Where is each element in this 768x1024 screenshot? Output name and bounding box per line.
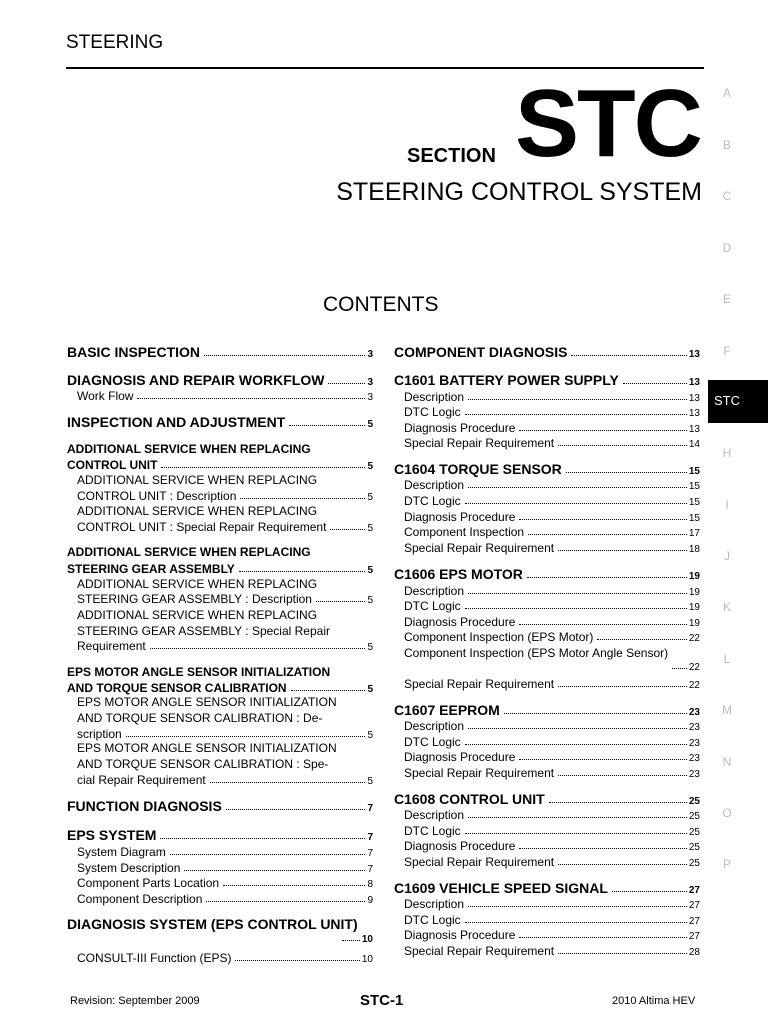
toc-entry-page: 13 — [688, 393, 700, 404]
toc-entry[interactable]: ADDITIONAL SERVICE WHEN REPLACING — [67, 545, 311, 559]
toc-entry-title: CONTROL UNIT : Description — [77, 489, 237, 503]
side-tab-m[interactable]: M — [722, 703, 732, 717]
dot-leader — [558, 445, 687, 446]
footer-page-id: STC-1 — [360, 992, 404, 1009]
toc-entry-page: 27 — [688, 900, 700, 911]
toc-entry-page: 17 — [688, 528, 700, 539]
toc-entry-title: DTC Logic — [404, 494, 461, 508]
toc-entry[interactable] — [670, 662, 700, 673]
toc-entry-title: CONSULT-III Function (EPS) — [77, 951, 232, 965]
toc-entry-page: 19 — [688, 587, 700, 598]
toc-entry-page: 25 — [688, 858, 700, 869]
toc-entry-page: 15 — [688, 466, 700, 477]
dot-leader — [504, 713, 687, 714]
toc-entry-title: COMPONENT DIAGNOSIS — [394, 344, 568, 360]
toc-entry-page: 7 — [367, 864, 373, 875]
toc-entry[interactable]: AND TORQUE SENSOR CALIBRATION : Spe- — [77, 757, 329, 771]
dot-leader — [239, 571, 366, 572]
toc-entry-page: 7 — [367, 832, 373, 843]
toc-entry-page: 27 — [688, 931, 700, 942]
toc-entry-title: INSPECTION AND ADJUSTMENT — [67, 414, 286, 430]
toc-entry-title: EPS SYSTEM — [67, 827, 157, 843]
toc-entry[interactable] — [404, 913, 700, 927]
dot-leader — [468, 399, 687, 400]
toc-entry[interactable]: ADDITIONAL SERVICE WHEN REPLACING — [77, 608, 318, 622]
dot-leader — [161, 467, 365, 468]
toc-entry[interactable] — [404, 766, 700, 780]
toc-entry-page: 8 — [367, 879, 373, 890]
toc-entry[interactable] — [77, 592, 373, 606]
dot-leader — [519, 937, 686, 938]
toc-entry-title: DTC Logic — [404, 735, 461, 749]
toc-entry[interactable] — [404, 390, 700, 404]
toc-entry[interactable] — [77, 389, 373, 403]
toc-entry[interactable] — [77, 773, 373, 787]
toc-entry-page: 23 — [688, 722, 700, 733]
dot-leader — [160, 838, 365, 839]
toc-entry[interactable] — [394, 344, 700, 360]
toc-entry-title: DTC Logic — [404, 913, 461, 927]
toc-entry[interactable] — [404, 405, 700, 419]
toc-entry[interactable] — [67, 827, 373, 843]
dot-leader — [558, 686, 687, 687]
toc-entry-page: 3 — [367, 349, 373, 360]
toc-entry[interactable] — [67, 562, 373, 576]
toc-entry-page: 15 — [688, 497, 700, 508]
section-name: STEERING CONTROL SYSTEM — [336, 178, 702, 206]
toc-entry-title: C1608 CONTROL UNIT — [394, 791, 545, 807]
toc-entry-page: 27 — [688, 885, 700, 896]
toc-entry-title: Diagnosis Procedure — [404, 510, 516, 524]
dot-leader — [558, 550, 687, 551]
toc-entry[interactable] — [404, 615, 700, 629]
toc-entry-page: 5 — [367, 684, 373, 695]
toc-entry-page: 27 — [688, 916, 700, 927]
toc-entry-title: C1601 BATTERY POWER SUPPLY — [394, 372, 619, 388]
side-tab-p[interactable]: P — [722, 857, 731, 871]
toc-entry-page: 23 — [688, 707, 700, 718]
toc-entry[interactable] — [394, 791, 700, 807]
toc-entry-page: 14 — [688, 439, 700, 450]
toc-entry[interactable] — [77, 727, 373, 741]
toc-entry-title: Diagnosis Procedure — [404, 750, 516, 764]
toc-entry-title: CONTROL UNIT — [67, 458, 158, 472]
dot-leader — [519, 519, 686, 520]
toc-entry-title: Requirement — [77, 639, 146, 653]
toc-entry-page: 25 — [688, 811, 700, 822]
toc-entry-page: 23 — [688, 738, 700, 749]
toc-entry[interactable] — [404, 584, 700, 598]
dot-leader — [519, 624, 686, 625]
toc-entry-title: C1609 VEHICLE SPEED SIGNAL — [394, 880, 608, 896]
toc-entry-title: Component Inspection — [404, 525, 525, 539]
toc-entry-title: BASIC INSPECTION — [67, 344, 201, 360]
toc-entry[interactable]: DIAGNOSIS SYSTEM (EPS CONTROL UNIT) — [67, 916, 358, 932]
dot-leader — [558, 775, 687, 776]
toc-entry[interactable] — [67, 344, 373, 360]
toc-entry[interactable]: ADDITIONAL SERVICE WHEN REPLACING — [67, 442, 311, 456]
side-tab-h[interactable]: H — [722, 446, 732, 460]
toc-entry-title: Description — [404, 897, 465, 911]
toc-entry-page: 13 — [688, 408, 700, 419]
toc-entry[interactable]: Component Inspection (EPS Motor Angle Sensor) — [404, 646, 669, 660]
toc-entry-title: Diagnosis Procedure — [404, 839, 516, 853]
side-tab-d[interactable]: D — [722, 241, 732, 255]
toc-entry-title: cial Repair Requirement — [77, 773, 206, 787]
toc-entry-title: Diagnosis Procedure — [404, 928, 516, 942]
dot-leader — [468, 817, 687, 818]
dot-leader — [137, 398, 365, 399]
side-tab-f[interactable]: F — [723, 344, 731, 358]
toc-entry-page: 19 — [688, 571, 700, 582]
dot-leader — [527, 577, 687, 578]
dot-leader — [226, 809, 366, 810]
toc-entry[interactable] — [394, 702, 700, 718]
toc-entry-title: FUNCTION DIAGNOSIS — [67, 798, 222, 814]
side-tab-o[interactable]: O — [722, 806, 732, 820]
dot-leader — [612, 891, 687, 892]
toc-entry[interactable] — [404, 750, 700, 764]
dot-leader — [623, 383, 687, 384]
toc-entry-page: 18 — [688, 544, 700, 555]
toc-entry-title: Special Repair Requirement — [404, 855, 555, 869]
toc-entry-page: 5 — [367, 523, 373, 534]
toc-entry[interactable] — [404, 855, 700, 869]
toc-entry-title: Special Repair Requirement — [404, 436, 555, 450]
toc-entry-title: Special Repair Requirement — [404, 677, 555, 691]
header-title: STEERING — [66, 32, 164, 53]
dot-leader — [468, 906, 687, 907]
dot-leader — [465, 608, 687, 609]
toc-entry[interactable] — [77, 951, 373, 965]
toc-entry-title: Description — [404, 478, 465, 492]
toc-entry-page: 25 — [688, 827, 700, 838]
toc-entry[interactable]: EPS MOTOR ANGLE SENSOR INITIALIZATION — [67, 665, 331, 679]
toc-entry-title: C1604 TORQUE SENSOR — [394, 461, 562, 477]
toc-entry-title: STEERING GEAR ASSEMBLY : Description — [77, 592, 312, 606]
side-tab-b[interactable]: B — [722, 138, 731, 152]
toc-entry-title: Description — [404, 584, 465, 598]
dot-leader — [289, 425, 365, 426]
toc-entry[interactable] — [77, 520, 373, 534]
toc-entry-page: 5 — [367, 730, 373, 741]
dot-leader — [223, 885, 365, 886]
toc-entry-page: 3 — [367, 392, 373, 403]
dot-leader — [519, 848, 686, 849]
toc-entry-title: Component Inspection (EPS Motor) — [404, 630, 594, 644]
toc-entry-page: 5 — [367, 461, 373, 472]
dot-leader — [316, 601, 365, 602]
dot-leader — [597, 639, 686, 640]
side-tab-a[interactable]: A — [722, 86, 731, 100]
toc-entry[interactable] — [404, 719, 700, 733]
toc-entry-page: 25 — [688, 842, 700, 853]
toc-entry-title: Diagnosis Procedure — [404, 615, 516, 629]
dot-leader — [465, 922, 687, 923]
dot-leader — [558, 953, 687, 954]
dot-leader — [468, 487, 687, 488]
dot-leader — [468, 728, 687, 729]
toc-entry[interactable] — [77, 639, 373, 653]
toc-entry[interactable] — [77, 876, 373, 890]
dot-leader — [328, 383, 365, 384]
toc-entry[interactable] — [404, 421, 700, 435]
toc-entry[interactable] — [404, 839, 700, 853]
toc-entry-page: 22 — [688, 680, 700, 691]
toc-entry-title: Diagnosis Procedure — [404, 421, 516, 435]
toc-entry[interactable] — [404, 599, 700, 613]
toc-entry-title: Description — [404, 390, 465, 404]
dot-leader — [465, 414, 687, 415]
toc-entry[interactable] — [67, 372, 373, 388]
side-tab-j[interactable]: J — [724, 549, 730, 563]
side-tab-stc[interactable]: STC — [708, 380, 768, 423]
toc-entry-title: Description — [404, 719, 465, 733]
toc-entry[interactable] — [404, 525, 700, 539]
dot-leader — [206, 901, 365, 902]
toc-entry-page: 5 — [367, 492, 373, 503]
toc-entry-page: 3 — [367, 377, 373, 388]
dot-leader — [528, 534, 687, 535]
dot-leader — [210, 782, 366, 783]
section-word: SECTION — [407, 145, 496, 167]
toc-entry-title: Work Flow — [77, 389, 134, 403]
toc-entry[interactable] — [394, 880, 700, 896]
toc-entry[interactable] — [77, 861, 373, 875]
dot-leader — [150, 648, 366, 649]
toc-entry[interactable] — [404, 824, 700, 838]
toc-entry-page: 19 — [688, 602, 700, 613]
toc-entry-page: 7 — [367, 848, 373, 859]
toc-entry-title: AND TORQUE SENSOR CALIBRATION — [67, 681, 287, 695]
toc-entry-page: 10 — [361, 934, 373, 945]
contents-heading: CONTENTS — [323, 293, 439, 316]
dot-leader — [291, 690, 366, 691]
toc-entry[interactable] — [404, 436, 700, 450]
toc-entry-title: DTC Logic — [404, 405, 461, 419]
toc-entry-page: 23 — [688, 753, 700, 764]
dot-leader — [342, 940, 360, 941]
toc-entry-title: C1606 EPS MOTOR — [394, 566, 523, 582]
toc-entry-page: 9 — [367, 895, 373, 906]
side-tab-l[interactable]: L — [723, 652, 731, 666]
toc-entry[interactable] — [404, 944, 700, 958]
toc-entry[interactable]: EPS MOTOR ANGLE SENSOR INITIALIZATION — [77, 741, 337, 755]
dot-leader — [549, 802, 687, 803]
toc-entry-page: 19 — [688, 618, 700, 629]
toc-entry-page: 15 — [688, 481, 700, 492]
dot-leader — [519, 430, 686, 431]
side-tab-k[interactable]: K — [722, 600, 731, 614]
toc-entry[interactable] — [404, 897, 700, 911]
toc-entry-page: 13 — [688, 349, 700, 360]
header-rule — [66, 67, 704, 69]
toc-entry[interactable] — [67, 458, 373, 472]
toc-entry-page: 28 — [688, 947, 700, 958]
toc-entry[interactable]: ADDITIONAL SERVICE WHEN REPLACING — [77, 577, 318, 591]
toc-entry-title: C1607 EEPROM — [394, 702, 500, 718]
toc-entry-title: Component Description — [77, 892, 203, 906]
dot-leader — [465, 503, 687, 504]
toc-entry-page: 7 — [367, 803, 373, 814]
toc-entry[interactable] — [404, 735, 700, 749]
toc-entry[interactable] — [340, 934, 373, 945]
side-tab-e[interactable]: E — [722, 292, 731, 306]
dot-leader — [558, 864, 687, 865]
toc-entry-page: 13 — [688, 424, 700, 435]
toc-entry[interactable] — [77, 845, 373, 859]
toc-entry[interactable]: ADDITIONAL SERVICE WHEN REPLACING — [77, 504, 318, 518]
dot-leader — [571, 355, 686, 356]
toc-entry[interactable] — [77, 892, 373, 906]
toc-entry[interactable]: STEERING GEAR ASSEMBLY : Special Repair — [77, 624, 330, 638]
toc-entry-title: System Diagram — [77, 845, 166, 859]
section-code: STC — [515, 70, 701, 177]
toc-entry[interactable] — [394, 372, 700, 388]
toc-entry[interactable] — [404, 541, 700, 555]
dot-leader — [465, 833, 687, 834]
toc-entry[interactable] — [404, 510, 700, 524]
toc-entry-page: 5 — [367, 595, 373, 606]
toc-entry[interactable]: ADDITIONAL SERVICE WHEN REPLACING — [77, 473, 318, 487]
toc-entry-page: 22 — [688, 633, 700, 644]
dot-leader — [672, 668, 687, 669]
side-tab-n[interactable]: N — [722, 755, 732, 769]
toc-entry[interactable] — [404, 494, 700, 508]
toc-entry[interactable] — [67, 798, 373, 814]
toc-entry-title: Description — [404, 808, 465, 822]
toc-entry[interactable] — [404, 677, 700, 691]
dot-leader — [330, 529, 365, 530]
toc-entry-title: DTC Logic — [404, 599, 461, 613]
toc-entry-page: 22 — [688, 662, 700, 673]
toc-entry[interactable]: AND TORQUE SENSOR CALIBRATION : De- — [77, 711, 323, 725]
toc-entry-title: DIAGNOSIS AND REPAIR WORKFLOW — [67, 372, 325, 388]
dot-leader — [235, 960, 359, 961]
toc-entry[interactable] — [77, 489, 373, 503]
toc-entry-title: STEERING GEAR ASSEMBLY — [67, 562, 235, 576]
toc-entry-page: 10 — [361, 954, 373, 965]
side-tab-c[interactable]: C — [722, 189, 732, 203]
toc-entry-title: Special Repair Requirement — [404, 541, 555, 555]
toc-entry-title: DTC Logic — [404, 824, 461, 838]
toc-entry[interactable] — [67, 414, 373, 430]
toc-entry[interactable]: EPS MOTOR ANGLE SENSOR INITIALIZATION — [77, 695, 337, 709]
dot-leader — [468, 593, 687, 594]
toc-entry-page: 5 — [367, 642, 373, 653]
footer-model: 2010 Altima HEV — [612, 995, 696, 1007]
dot-leader — [204, 355, 365, 356]
toc-entry-title: scription — [77, 727, 122, 741]
toc-entry[interactable] — [394, 566, 700, 582]
dot-leader — [184, 870, 365, 871]
toc-entry-title: CONTROL UNIT : Special Repair Requirement — [77, 520, 327, 534]
dot-leader — [465, 744, 687, 745]
footer-revision: Revision: September 2009 — [70, 995, 200, 1007]
toc-entry-page: 15 — [688, 513, 700, 524]
toc-entry-page: 5 — [367, 565, 373, 576]
toc-entry[interactable] — [394, 461, 700, 477]
toc-entry-page: 23 — [688, 769, 700, 780]
toc-entry-page: 13 — [688, 377, 700, 388]
dot-leader — [519, 759, 686, 760]
toc-entry-title: Special Repair Requirement — [404, 766, 555, 780]
toc-entry-page: 5 — [367, 776, 373, 787]
dot-leader — [240, 498, 365, 499]
toc-entry[interactable] — [404, 928, 700, 942]
dot-leader — [126, 736, 366, 737]
toc-entry[interactable] — [67, 681, 373, 695]
side-tab-i[interactable]: I — [725, 498, 729, 512]
toc-entry[interactable] — [404, 630, 700, 644]
dot-leader — [566, 472, 687, 473]
toc-entry[interactable] — [404, 478, 700, 492]
toc-entry-page: 25 — [688, 796, 700, 807]
dot-leader — [170, 854, 366, 855]
toc-entry-title: Component Parts Location — [77, 876, 220, 890]
toc-entry[interactable] — [404, 808, 700, 822]
toc-entry-title: Special Repair Requirement — [404, 944, 555, 958]
toc-entry-title: System Description — [77, 861, 181, 875]
toc-entry-page: 5 — [367, 419, 373, 430]
